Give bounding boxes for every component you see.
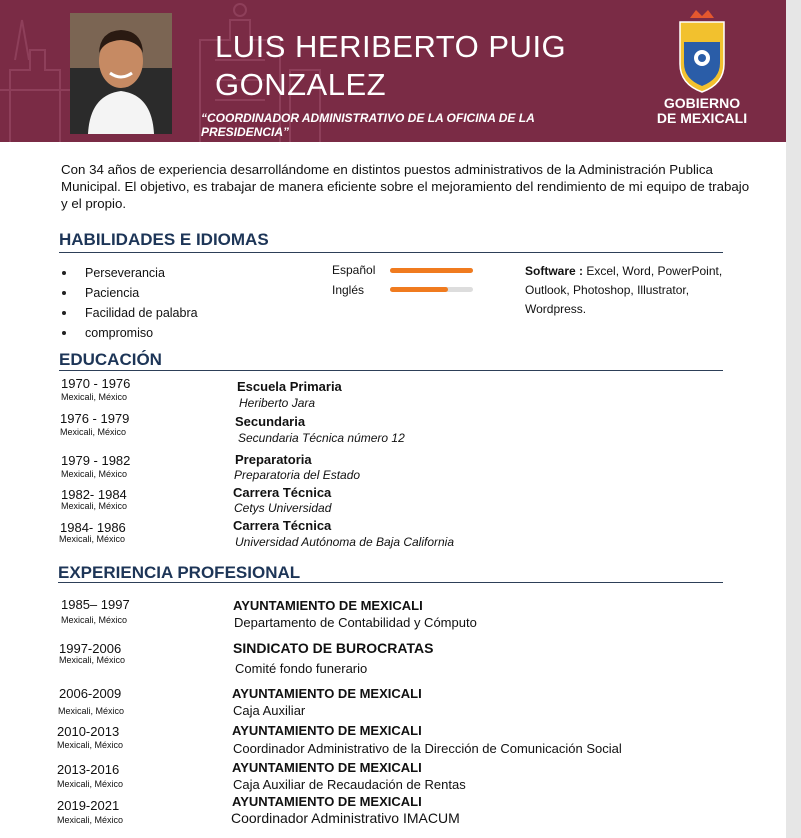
name-line-2: GONZALEZ bbox=[215, 67, 387, 102]
education-date: 1982- 1984 bbox=[61, 487, 127, 502]
experience-location: Mexicali, México bbox=[58, 706, 125, 716]
experience-date: 1985– 1997 bbox=[61, 597, 130, 612]
experience-divider bbox=[58, 582, 723, 583]
experience-location: Mexicali, México bbox=[61, 615, 128, 625]
profile-photo bbox=[70, 13, 172, 134]
education-title: Preparatoria bbox=[235, 452, 312, 467]
language-label-spanish: Español bbox=[332, 263, 376, 277]
government-name bbox=[640, 96, 764, 126]
education-divider bbox=[59, 370, 723, 371]
experience-employer: AYUNTAMIENTO DE MEXICALI bbox=[232, 794, 422, 809]
education-location: Mexicali, México bbox=[61, 469, 128, 479]
experience-employer: AYUNTAMIENTO DE MEXICALI bbox=[232, 686, 422, 701]
software-label: Software : bbox=[525, 264, 584, 278]
experience-date: 1997-2006 bbox=[59, 641, 122, 656]
education-title: Carrera Técnica bbox=[233, 485, 332, 500]
education-institution: Heriberto Jara bbox=[239, 396, 316, 410]
page-edge bbox=[786, 0, 801, 838]
education-institution: Preparatoria del Estado bbox=[234, 468, 361, 482]
candidate-name bbox=[215, 28, 635, 104]
experience-position: Coordinador Administrativo IMACUM bbox=[231, 810, 460, 826]
experience-date: 2010-2013 bbox=[57, 724, 120, 739]
name-line-1: LUIS HERIBERTO PUIG bbox=[215, 29, 567, 64]
experience-employer: AYUNTAMIENTO DE MEXICALI bbox=[232, 760, 422, 775]
experience-location: Mexicali, México bbox=[57, 815, 124, 825]
experience-date: 2006-2009 bbox=[59, 686, 122, 701]
education-location: Mexicali, México bbox=[60, 427, 127, 437]
education-date: 1979 - 1982 bbox=[61, 453, 131, 468]
experience-location: Mexicali, México bbox=[57, 779, 124, 789]
government-crest-logo bbox=[676, 8, 728, 94]
language-bar-english bbox=[390, 287, 448, 292]
software-list: Excel, Word, PowerPoint, Outlook, Photoshop, Illustrator, Wordpress. bbox=[525, 264, 723, 316]
experience-position: Coordinador Administrativo de la Dirección de Comunicación Social bbox=[233, 741, 622, 756]
experience-location: Mexicali, México bbox=[59, 655, 126, 665]
education-section-title: EDUCACIÓN bbox=[59, 350, 162, 369]
education-institution: Cetys Universidad bbox=[234, 501, 332, 515]
header-banner bbox=[0, 0, 786, 142]
software-skills bbox=[525, 262, 725, 319]
skills-section-title: HABILIDADES E IDIOMAS bbox=[59, 230, 269, 249]
profile-summary: Con 34 años de experiencia desarrollándome en distintos puestos administrativos de la Administración Publica Municipal. El objetivo, es trabajar de manera eficiente sobre el mejoramiento del rendimiento de mi equipo de trabajo y el propio. bbox=[61, 162, 750, 211]
skills-divider bbox=[59, 252, 723, 253]
education-location: Mexicali, México bbox=[61, 501, 128, 511]
education-institution: Universidad Autónoma de Baja California bbox=[235, 535, 455, 549]
candidate-role: “COORDINADOR ADMINISTRATIVO DE LA OFICINA DE LA PRESIDENCIA” bbox=[201, 111, 535, 139]
gov-line-2: DE MEXICALI bbox=[656, 110, 748, 126]
experience-employer: SINDICATO DE BUROCRATAS bbox=[233, 640, 434, 656]
education-title: Escuela Primaria bbox=[237, 379, 342, 394]
education-location: Mexicali, México bbox=[61, 392, 128, 402]
education-title: Carrera Técnica bbox=[233, 518, 332, 533]
language-label-english: Inglés bbox=[332, 283, 365, 297]
education-title: Secundaria bbox=[235, 414, 306, 429]
education-institution: Secundaria Técnica número 12 bbox=[238, 431, 405, 445]
experience-location: Mexicali, México bbox=[57, 740, 124, 750]
education-date: 1976 - 1979 bbox=[60, 411, 130, 426]
experience-date: 2013-2016 bbox=[57, 762, 120, 777]
experience-position: Caja Auxiliar de Recaudación de Rentas bbox=[233, 777, 466, 792]
gov-line-1: GOBIERNO bbox=[663, 95, 741, 111]
education-location: Mexicali, México bbox=[59, 534, 126, 544]
education-date: 1970 - 1976 bbox=[61, 376, 131, 391]
experience-employer: AYUNTAMIENTO DE MEXICALI bbox=[233, 598, 423, 613]
experience-position: Caja Auxiliar bbox=[233, 703, 306, 718]
experience-section-title: EXPERIENCIA PROFESIONAL bbox=[58, 563, 301, 582]
experience-position: Comité fondo funerario bbox=[235, 661, 368, 676]
experience-employer: AYUNTAMIENTO DE MEXICALI bbox=[232, 723, 422, 738]
experience-position: Departamento de Contabilidad y Cómputo bbox=[234, 615, 477, 630]
language-bar-spanish bbox=[390, 268, 473, 273]
education-date: 1984- 1986 bbox=[60, 520, 126, 535]
cv-page: LUIS HERIBERTO PUIG GONZALEZ “COORDINADOR ADMINISTRATIVO DE LA OFICINA DE LA PRESIDENCIA” GOBIERNO DE MEXICALI Con 34 años de experiencia desarrollándome en distintos puestos administrativos de la Administración Publica Municipal. El objetivo, es trabajar de manera eficiente sobre el mejoramiento del rendimiento de mi equipo de trabajo y el propio. HABILIDADES E IDIOMAS Perseverancia Paciencia Facilidad de palabra compromiso Español Inglés Software : Excel, Word, PowerPoint, Outlook, Photoshop, Illustrator, Wordpress. EDUCACIÓN 1970 - 1976 Mexicali, México Escuela Primaria Heriberto Jara 1976 - 1979 Mexicali, México Secundaria Secundaria Técnica número 12 1979 - 1982 Mexicali, México Preparatoria Preparatoria del Estado 1982- 1984 Mexicali, México Carrera Técnica Cetys Universidad 1984- 1986 Mexicali, México Carrera Técnica Universidad Autónoma de Baja California EXPERIENCIA PROFESIONAL 1985– 1997 Mexicali, México AYUNTAMIENTO DE MEXICALI Departamento de Contabilidad y Cómputo 1997-2006 Mexicali, México SINDICATO DE BUROCRATAS Comité fondo funerario 2006-2009 Mexicali, México AYUNTAMIENTO DE MEXICALI Caja Auxiliar 2010-2013 Mexicali, México AYUNTAMIENTO DE MEXICALI Coordinador Administrativo de la Dirección de Comunicación Social 2013-2016 Mexicali, México AYUNTAMIENTO DE MEXICALI Caja Auxiliar de Recaudación de Rentas 2019-2021 Mexicali, México AYUNTAMIENTO DE MEXICALI Coordinador Administrativo IMACUM bbox=[0, 0, 786, 838]
experience-date: 2019-2021 bbox=[57, 798, 120, 813]
